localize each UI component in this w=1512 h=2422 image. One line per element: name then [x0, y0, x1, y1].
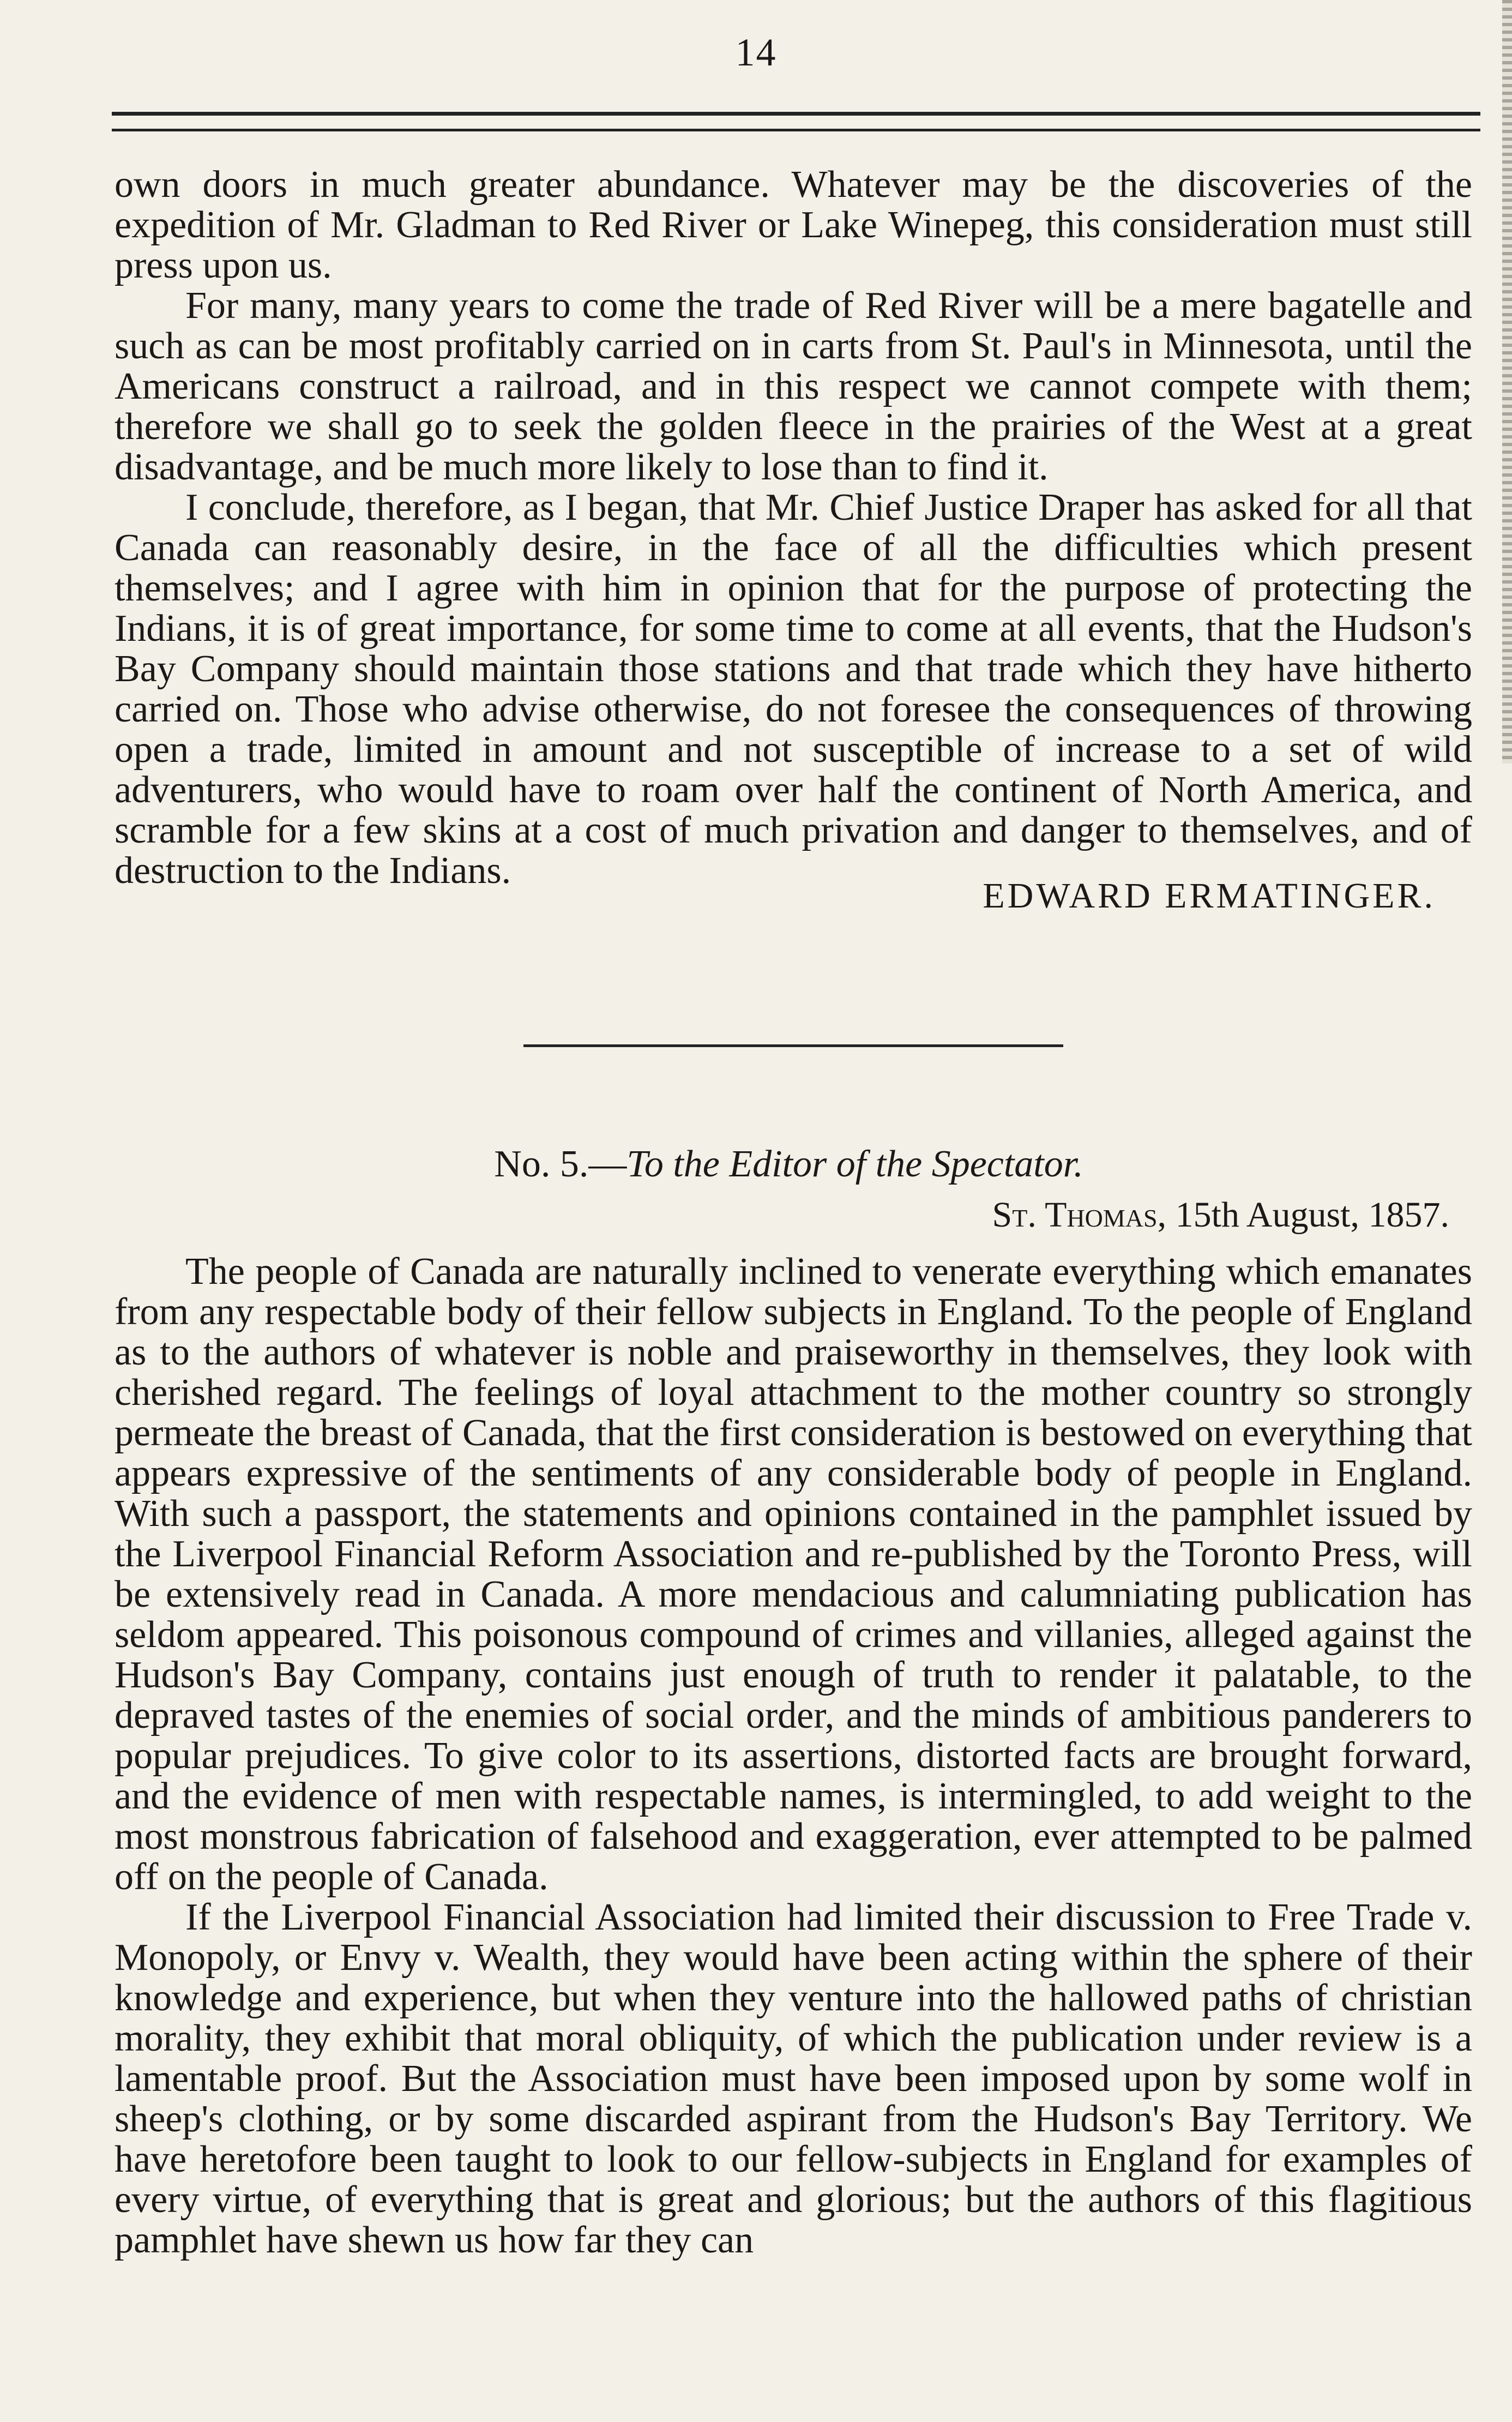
letter-heading — [0, 1143, 1512, 1186]
letter-number: No. 5.— — [494, 1143, 627, 1185]
page-number: 14 — [735, 31, 777, 74]
header-double-rule — [112, 112, 1480, 131]
continuation-text — [115, 165, 1472, 891]
letter-body — [115, 1252, 1472, 2261]
section-divider — [523, 1044, 1063, 1047]
dateline-date: 15th August, 1857. — [1175, 1195, 1449, 1235]
signature: EDWARD ERMATINGER. — [983, 876, 1436, 916]
dateline — [992, 1194, 1449, 1236]
paragraph: If the Liverpool Financial Association had limited their discussion to Free Trade v. Monopoly, or Envy v. Wealth, they would have been acting within the sphere of their knowledge and experience, but when they venture into the hallowed paths of christian morality, they exhibit that moral obliquity, of which the publication under review is a lamentable proof. But the Association must have been imposed upon by some wolf in sheep's clothing, or by some discarded aspirant from the Hudson's Bay Territory. We have heretofore been taught to look to our fellow-subjects in England for examples of every virtue, of everything that is great and glorious; but the authors of this flagitious pamphlet have shewn us how far they can — [115, 1896, 1472, 2261]
dateline-place: St. Thomas, — [992, 1195, 1167, 1235]
letter-title: To the Editor of the Spectator. — [627, 1143, 1083, 1185]
scan-edge-artifact — [1502, 0, 1512, 764]
paragraph: I conclude, therefore, as I began, that Mr. Chief Justice Draper has asked for all that Canada can reasonably desire, in the face of all the difficulties which present themselves; and I agree with him in opinion that for the purpose of protecting the Indians, it is of great importance, for some time to come at all events, that the Hudson's Bay Company should maintain those stations and that trade which they have hitherto carried on. Those who advise otherwise, do not foresee the consequences of throwing open a trade, limited in amount and not susceptible of increase to a set of wild adventurers, who would have to roam over half the continent of North America, and scramble for a few skins at a cost of much privation and danger to themselves, and of destruction to the Indians. — [115, 486, 1472, 892]
paragraph: own doors in much greater abundance. Whatever may be the discoveries of the expedition of Mr. Gladman to Red River or Lake Winepeg, this consideration must still press upon us. — [115, 164, 1472, 286]
paragraph: The people of Canada are naturally inclined to venerate everything which emanates from any respectable body of their fellow subjects in England. To the people of England as to the authors of whatever is noble and praiseworthy in themselves, they look with cherished regard. The feelings of loyal attachment to the mother country so strongly permeate the breast of Canada, that the first consideration is bestowed on everything that appears expressive of the sentiments of any considerable body of people in England. With such a passport, the statements and opinions contained in the pamphlet issued by the Liverpool Financial Reform Association and re-published by the Toronto Press, will be extensively read in Canada. A more mendacious and calumniating publication has seldom appeared. This poisonous compound of crimes and villanies, alleged against the Hudson's Bay Company, contains just enough of truth to render it palatable, to the depraved tastes of the enemies of social order, and the minds of ambitious panderers to popular prejudices. To give color to its assertions, distorted facts are brought forward, and the evidence of men with respectable names, is intermingled, to add weight to the most monstrous fabrication of falsehood and exaggeration, ever attempted to be palmed off on the people of Canada. — [115, 1251, 1472, 1898]
paragraph: For many, many years to come the trade of Red River will be a mere bagatelle and such as can be most profitably carried on in carts from St. Paul's in Minnesota, until the Americans construct a railroad, and in this respect we cannot compete with them; therefore we shall go to seek the golden fleece in the prairies of the West at a great disadvantage, and be much more likely to lose than to find it. — [115, 285, 1472, 488]
